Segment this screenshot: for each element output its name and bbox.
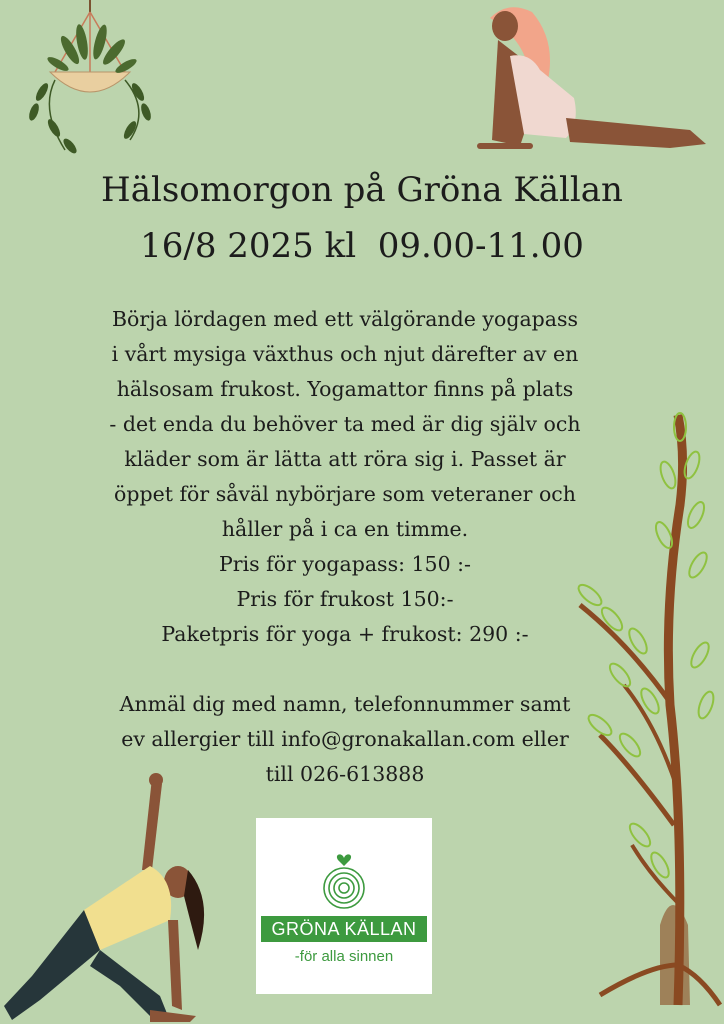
registration-line: till 026-613888: [265, 762, 425, 786]
price-yoga: Pris för yogapass: 150 :-: [219, 552, 471, 576]
event-title: Hälsomorgon på Gröna Källan: [101, 170, 623, 210]
logo-tagline: -för alla sinnen: [294, 948, 394, 965]
triangle-yoga-woman-icon: [0, 770, 220, 1024]
logo: [256, 818, 432, 994]
description-line: håller på i ca en timme.: [221, 517, 469, 541]
description-line: Börja lördagen med ett välgörande yogapass: [111, 307, 579, 331]
description-line: öppet för såväl nybörjare som veteraner och: [113, 482, 576, 506]
event-description: [80, 302, 610, 792]
spiral-heart-logo-icon: [320, 848, 368, 910]
tree-icon: [560, 405, 724, 1020]
cobra-yoga-woman-icon: [470, 0, 720, 160]
description-line: kläder som är lätta att röra sig i. Passet är: [124, 447, 566, 471]
price-breakfast: Pris för frukost 150:-: [236, 587, 454, 611]
price-package: Paketpris för yoga + frukost: 290 :-: [161, 622, 529, 646]
registration-line: Anmäl dig med namn, telefonnummer samt: [119, 692, 571, 716]
registration-line: ev allergier till info@gronakallan.com eller: [121, 727, 569, 751]
description-line: hälsosam frukost. Yogamattor finns på plats: [116, 377, 574, 401]
description-line: i vårt mysiga växthus och njut därefter av en: [111, 342, 579, 366]
event-date-time: 16/8 2025 kl 09.00-11.00: [140, 226, 584, 266]
logo-name: GRÖNA KÄLLAN: [261, 916, 427, 942]
description-line: - det enda du behöver ta med är dig själv och: [109, 412, 581, 436]
spacer: [80, 652, 610, 687]
hanging-plant-icon: [10, 0, 170, 160]
